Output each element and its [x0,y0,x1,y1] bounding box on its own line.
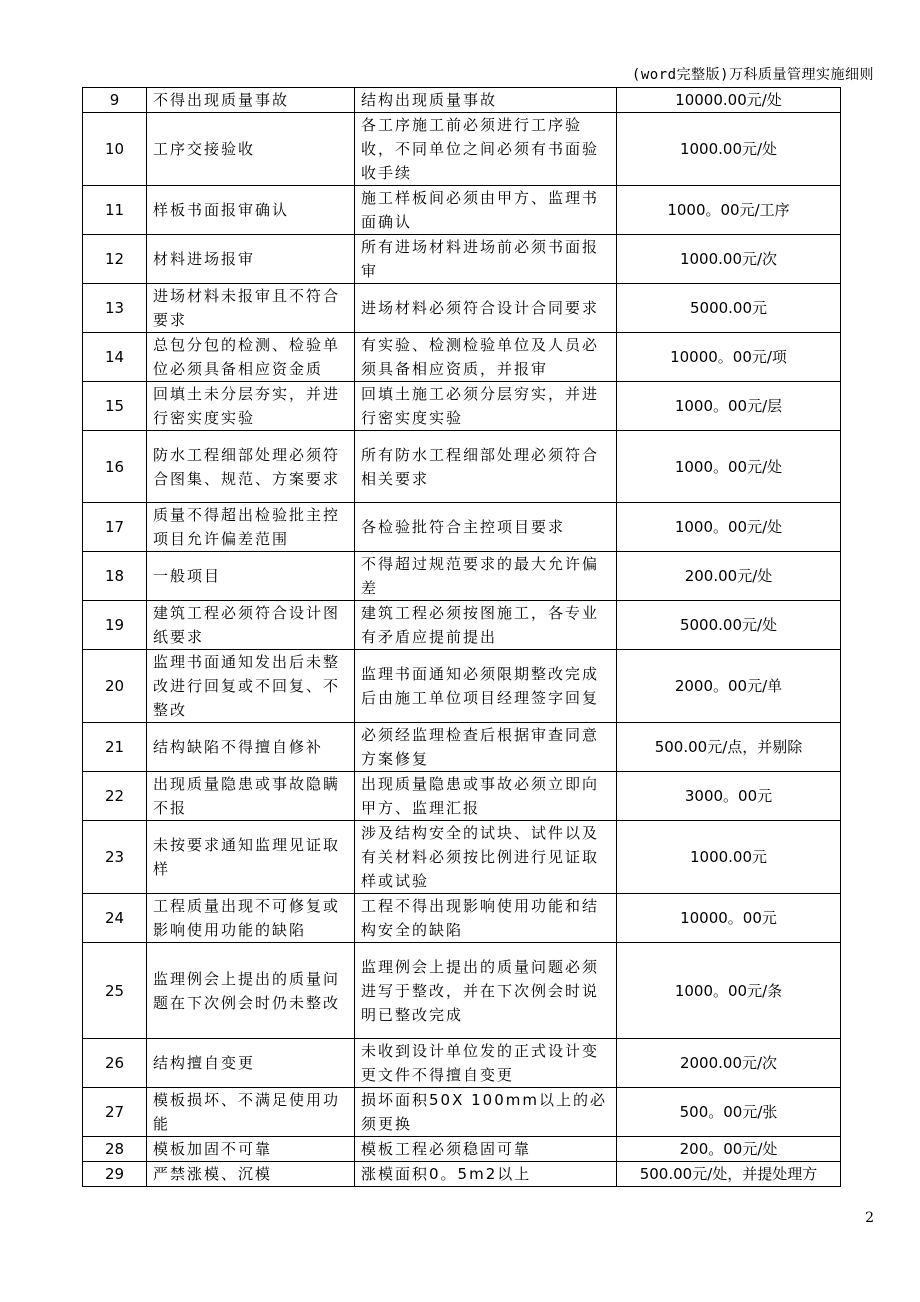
table-row [83,284,841,333]
requirement-cell: 有实验、检测检验单位及人员必须具备相应资质，并报审 [355,333,617,382]
table-row [83,1137,841,1162]
requirement-cell: 监理例会上提出的质量问题必须进写于整改，并在下次例会时说明已整改完成 [355,943,617,1039]
requirement-cell: 未收到设计单位发的正式设计变更文件不得擅自变更 [355,1039,617,1088]
row-number: 13 [83,284,147,333]
penalty-amount: 1000。00元/处 [617,503,841,552]
requirement-cell: 模板工程必须稳固可靠 [355,1137,617,1162]
table-row [83,723,841,772]
penalty-amount: 1000.00元/处 [617,113,841,186]
penalty-amount: 1000.00元/次 [617,235,841,284]
item-cell: 总包分包的检测、检验单位必须具备相应资金质 [147,333,355,382]
item-cell: 模板加固不可靠 [147,1137,355,1162]
table-row [83,650,841,723]
row-number: 27 [83,1088,147,1137]
item-cell: 建筑工程必须符合设计图 纸要求 [147,601,355,650]
penalty-amount: 500.00元/点，并剔除 [617,723,841,772]
table-row [83,552,841,601]
table-row [83,382,841,431]
item-cell: 防水工程细部处理必须符合图集、规范、方案要求 [147,431,355,503]
page-number: 2 [865,1210,874,1226]
requirement-cell: 回填土施工必须分层穷实，并进行密实度实验 [355,382,617,431]
item-cell: 回填土未分层夯实，并进行密实度实验 [147,382,355,431]
table-row [83,601,841,650]
table-row [83,943,841,1039]
row-number: 14 [83,333,147,382]
requirement-cell: 必须经监理检查后根据审查同意 方案修复 [355,723,617,772]
row-number: 28 [83,1137,147,1162]
requirement-cell: 结构出现质量事故 [355,88,617,113]
penalty-amount: 5000.00元 [617,284,841,333]
penalty-amount: 1000.00元 [617,821,841,894]
row-number: 24 [83,894,147,943]
row-number: 26 [83,1039,147,1088]
penalty-amount: 10000。00元 [617,894,841,943]
item-cell: 结构擅自变更 [147,1039,355,1088]
penalty-table [82,87,841,1187]
requirement-cell: 涉及结构安全的试块、试件以及有关材料必须按比例进行见证取样或试验 [355,821,617,894]
penalty-amount: 1000。00元/工序 [617,186,841,235]
table-row [83,88,841,113]
document-header: (word完整版)万科质量管理实施细则 [631,67,874,83]
item-cell: 监理书面通知发出后未整 改进行回复或不回复、不 整改 [147,650,355,723]
table-row [83,503,841,552]
penalty-amount: 2000.00元/次 [617,1039,841,1088]
row-number: 17 [83,503,147,552]
table-row [83,235,841,284]
table-row [83,894,841,943]
penalty-amount: 200.00元/处 [617,552,841,601]
row-number: 20 [83,650,147,723]
row-number: 25 [83,943,147,1039]
requirement-cell: 施工样板间必须由甲方、监理书面确认 [355,186,617,235]
table-row [83,431,841,503]
penalty-amount: 10000。00元/项 [617,333,841,382]
requirement-cell: 进场材料必须符合设计合同要求 [355,284,617,333]
table-row [83,186,841,235]
requirement-cell: 监理书面通知必须限期整改完成后由施工单位项目经理签字回复 [355,650,617,723]
item-cell: 出现质量隐患或事故隐瞒 不报 [147,772,355,821]
row-number: 29 [83,1162,147,1187]
penalty-amount: 1000。00元/处 [617,431,841,503]
requirement-cell: 工程不得出现影响使用功能和结构安全的缺陷 [355,894,617,943]
row-number: 11 [83,186,147,235]
requirement-cell: 出现质量隐患或事故必须立即向 甲方、监理汇报 [355,772,617,821]
table-row [83,1162,841,1187]
requirement-cell: 各检验批符合主控项目要求 [355,503,617,552]
row-number: 9 [83,88,147,113]
requirement-cell: 建筑工程必须按图施工，各专业有矛盾应提前提出 [355,601,617,650]
row-number: 22 [83,772,147,821]
row-number: 21 [83,723,147,772]
item-cell: 不得出现质量事故 [147,88,355,113]
row-number: 12 [83,235,147,284]
row-number: 16 [83,431,147,503]
penalty-amount: 500.00元/处，并提处理方 [617,1162,841,1187]
penalty-amount: 200。00元/处 [617,1137,841,1162]
requirement-cell: 损坏面积50X 100mm以上的必须更换 [355,1088,617,1137]
row-number: 19 [83,601,147,650]
requirement-cell: 各工序施工前必须进行工序验收，不同单位之间必须有书面验收手续 [355,113,617,186]
item-cell: 样板书面报审确认 [147,186,355,235]
table-row [83,1039,841,1088]
table-row [83,113,841,186]
item-cell: 质量不得超出检验批主控项目允许偏差范围 [147,503,355,552]
item-cell: 未按要求通知监理见证取 样 [147,821,355,894]
item-cell: 严禁涨模、沉模 [147,1162,355,1187]
table-row [83,1088,841,1137]
penalty-amount: 1000。00元/条 [617,943,841,1039]
penalty-amount: 3000。00元 [617,772,841,821]
row-number: 10 [83,113,147,186]
row-number: 15 [83,382,147,431]
penalty-amount: 500。00元/张 [617,1088,841,1137]
requirement-cell: 所有防水工程细部处理必须符合相关要求 [355,431,617,503]
requirement-cell: 涨模面积0。5m2以上 [355,1162,617,1187]
table-row [83,333,841,382]
penalty-amount: 1000。00元/层 [617,382,841,431]
penalty-amount: 2000。00元/单 [617,650,841,723]
item-cell: 工序交接验收 [147,113,355,186]
item-cell: 工程质量出现不可修复或影响使用功能的缺陷 [147,894,355,943]
penalty-amount: 5000.00元/处 [617,601,841,650]
row-number: 23 [83,821,147,894]
item-cell: 监理例会上提出的质量问题在下次例会时仍未整改 [147,943,355,1039]
requirement-cell: 不得超过规范要求的最大允许偏差 [355,552,617,601]
row-number: 18 [83,552,147,601]
penalty-amount: 10000.00元/处 [617,88,841,113]
item-cell: 模板损坏、不满足使用功能 [147,1088,355,1137]
item-cell: 材料进场报审 [147,235,355,284]
table-row [83,821,841,894]
item-cell: 进场材料未报审且不符合要求 [147,284,355,333]
requirement-cell: 所有进场材料进场前必须书面报 审 [355,235,617,284]
item-cell: 一般项目 [147,552,355,601]
item-cell: 结构缺陷不得擅自修补 [147,723,355,772]
table-row [83,772,841,821]
